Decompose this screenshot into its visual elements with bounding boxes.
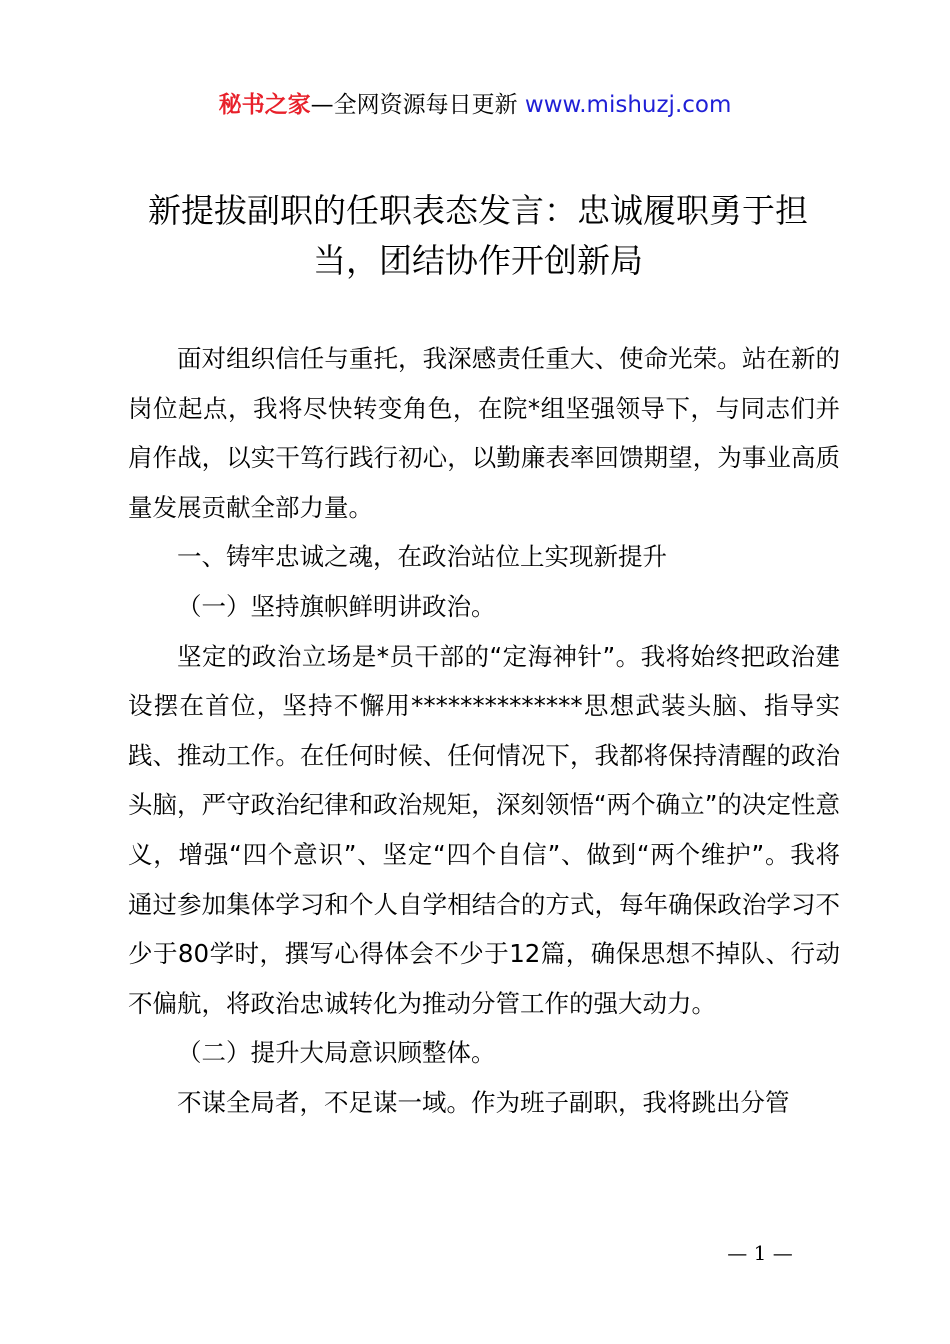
subsection-heading-1: （一）坚持旗帜鲜明讲政治。 bbox=[177, 591, 496, 621]
body-paragraph: 坚定的政治立场是*员干部的“定海神针”。我将始终把政治建设摆在首位，坚持不懈用**************思想武装头脑、指导实践、推动工作。在任何时候、任何情况下，我都将保持清醒的政治头脑，严守政治纪律和政治规矩，深刻领悟“两个确立”的决定性意义，增强“四个意识”、坚定“四个自信”、做到“两个维护”。我将通过参加集体学习和个人自学相结合的方式，每年确保政治学习不少于80学时，撰写心得体会不少于12篇，确保思想不掉队、行动不偏航，将政治忠诚转化为推动分管工作的强大动力。 bbox=[128, 641, 840, 1018]
document-body bbox=[128, 334, 840, 1128]
site-brand: 秘书之家 bbox=[218, 92, 311, 118]
intro-paragraph: 面对组织信任与重托，我深感责任重大、使命光荣。站在新的岗位起点，我将尽快转变角色，在院*组坚强领导下，与同志们并肩作战，以实干笃行践行初心，以勤廉表率回馈期望，为事业高质量发展贡献全部力量。 bbox=[128, 344, 840, 522]
site-url-link[interactable]: www.mishuzj.com bbox=[524, 92, 732, 118]
page-number: — 1 — bbox=[727, 1241, 793, 1265]
body-paragraph: 不谋全局者，不足谋一域。作为班子副职，我将跳出分管 bbox=[177, 1087, 790, 1117]
site-header bbox=[0, 88, 950, 122]
subsection-heading-2: （二）提升大局意识顾整体。 bbox=[177, 1038, 496, 1068]
section-heading-1: 一、铸牢忠诚之魂，在政治站位上实现新提升 bbox=[177, 542, 667, 572]
header-separator: — bbox=[310, 92, 334, 118]
document-title: 新提拔副职的任职表态发言：忠诚履职勇于担当，团结协作开创新局 bbox=[148, 191, 808, 280]
header-tagline: 全网资源每日更新 bbox=[333, 92, 518, 118]
